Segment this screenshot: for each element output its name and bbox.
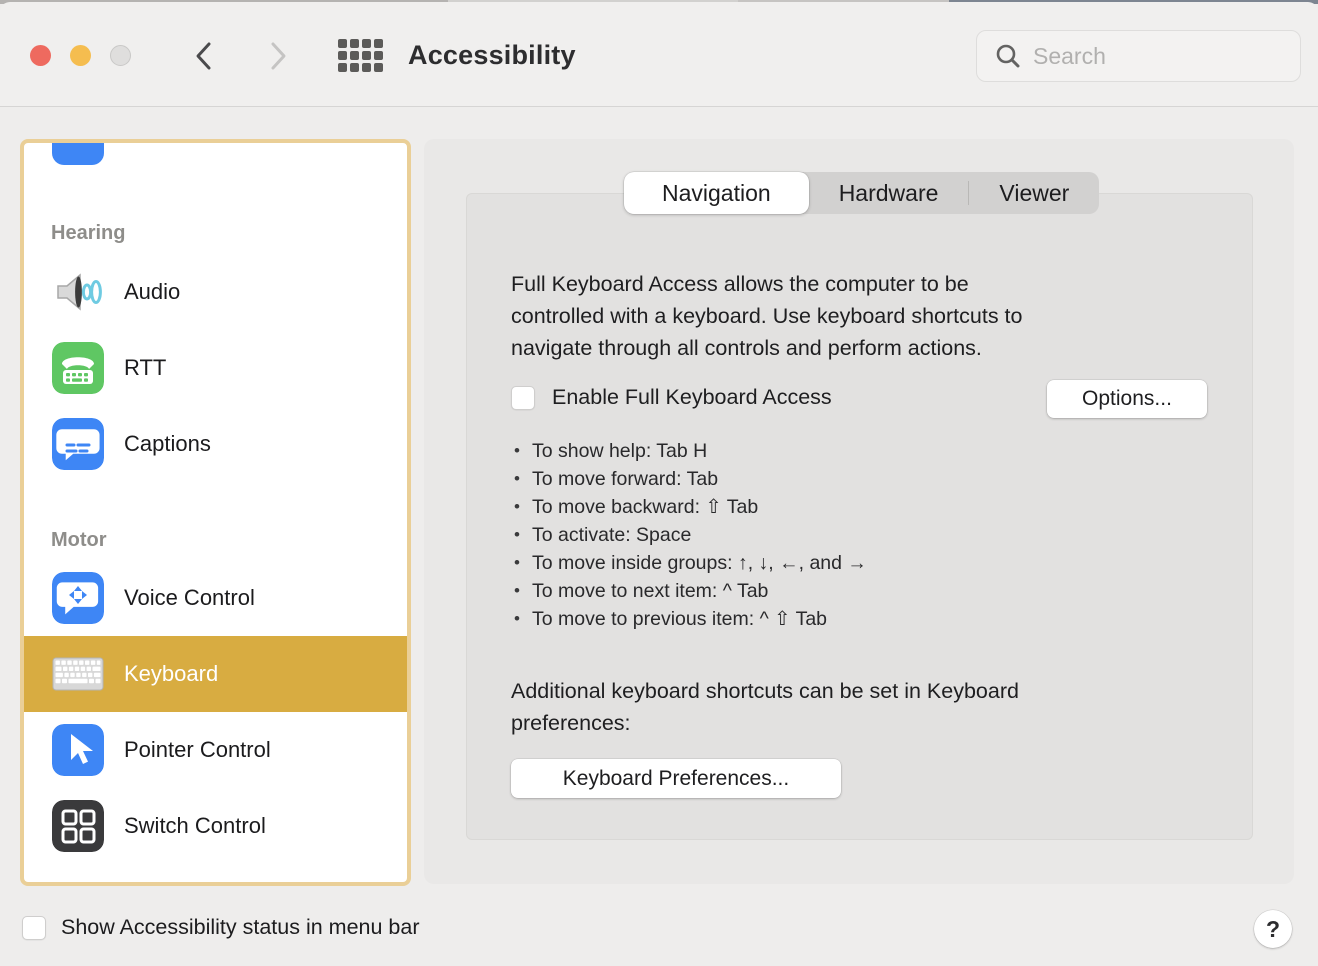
descriptions-icon[interactable] <box>52 139 104 165</box>
close-window-button[interactable] <box>30 45 51 66</box>
enable-full-keyboard-access-checkbox[interactable] <box>511 386 535 410</box>
show-status-checkbox[interactable] <box>22 916 46 940</box>
show-all-preferences-icon[interactable] <box>337 35 383 76</box>
sidebar-item-switch-control[interactable] <box>24 788 407 864</box>
sidebar-item-audio[interactable] <box>24 254 407 330</box>
sidebar-item-label: Pointer Control <box>124 737 271 762</box>
accessibility-sidebar <box>20 139 411 886</box>
sidebar-item-label: Captions <box>124 431 211 456</box>
keyboard-icon <box>52 648 104 700</box>
audio-icon <box>52 266 104 318</box>
rtt-icon <box>52 342 104 394</box>
shortcut-item: • To move to previous item: ^ ⇧ Tab <box>514 608 828 630</box>
minimize-window-button[interactable] <box>70 45 91 66</box>
help-button[interactable]: ? <box>1254 910 1292 948</box>
tab-bar <box>624 172 1099 214</box>
shortcut-item: • To move to next item: ^ Tab <box>514 580 769 602</box>
enable-full-keyboard-access-row <box>511 385 832 410</box>
shortcut-item: • To activate: Space <box>514 524 692 546</box>
sidebar-item-label: Voice Control <box>124 585 255 610</box>
tab-navigation[interactable]: Navigation <box>624 172 809 214</box>
search-icon <box>995 43 1021 69</box>
sidebar-item-label: Keyboard <box>124 661 219 686</box>
sidebar-section-hearing: Hearing <box>51 222 126 244</box>
sidebar-section-motor: Motor <box>51 529 107 551</box>
shortcut-item: • To show help: Tab H <box>514 440 708 462</box>
enable-full-keyboard-access-label: Enable Full Keyboard Access <box>552 385 832 409</box>
titlebar <box>0 2 1318 107</box>
sidebar-item-label: Audio <box>124 279 181 304</box>
full-keyboard-access-description: Full Keyboard Access allows the computer to be controlled with a keyboard. Use keyboard shortcuts to navigate through all controls and perform actions. <box>511 272 1023 360</box>
voice-control-icon <box>52 572 104 624</box>
sidebar-item-label: Switch Control <box>124 813 266 838</box>
options-button[interactable]: Options... <box>1047 380 1207 418</box>
tab-viewer[interactable]: Viewer <box>999 179 1070 206</box>
sidebar-item-voice-control[interactable] <box>24 560 407 636</box>
search-input[interactable] <box>1033 43 1273 70</box>
search-field[interactable] <box>976 30 1301 82</box>
back-arrow-button[interactable] <box>192 40 216 72</box>
keyboard-shortcut-list <box>514 437 867 633</box>
shortcut-item: • To move backward: ⇧ Tab <box>514 496 759 518</box>
show-status-label: Show Accessibility status in menu bar <box>61 915 420 939</box>
sidebar-item-label: RTT <box>124 355 167 380</box>
captions-icon <box>52 418 104 470</box>
keyboard-preferences-button[interactable]: Keyboard Preferences... <box>511 759 841 798</box>
shortcut-item: • To move forward: Tab <box>514 468 719 490</box>
show-status-row <box>22 915 420 940</box>
shortcut-item: • To move inside groups: ↑, ↓, ←, and → <box>514 552 867 574</box>
zoom-window-button[interactable] <box>110 45 131 66</box>
tab-hardware[interactable]: Hardware <box>838 179 939 206</box>
page-title: Accessibility <box>408 40 576 70</box>
sidebar-item-captions[interactable] <box>24 406 407 482</box>
additional-shortcuts-text: Additional keyboard shortcuts can be set in Keyboard preferences: <box>511 679 1019 735</box>
sidebar-item-rtt[interactable] <box>24 330 407 406</box>
pointer-control-icon <box>52 724 104 776</box>
sidebar-item-pointer-control[interactable] <box>24 712 407 788</box>
sidebar-item-keyboard[interactable] <box>24 636 407 712</box>
switch-control-icon <box>52 800 104 852</box>
forward-arrow-button[interactable] <box>266 40 290 72</box>
